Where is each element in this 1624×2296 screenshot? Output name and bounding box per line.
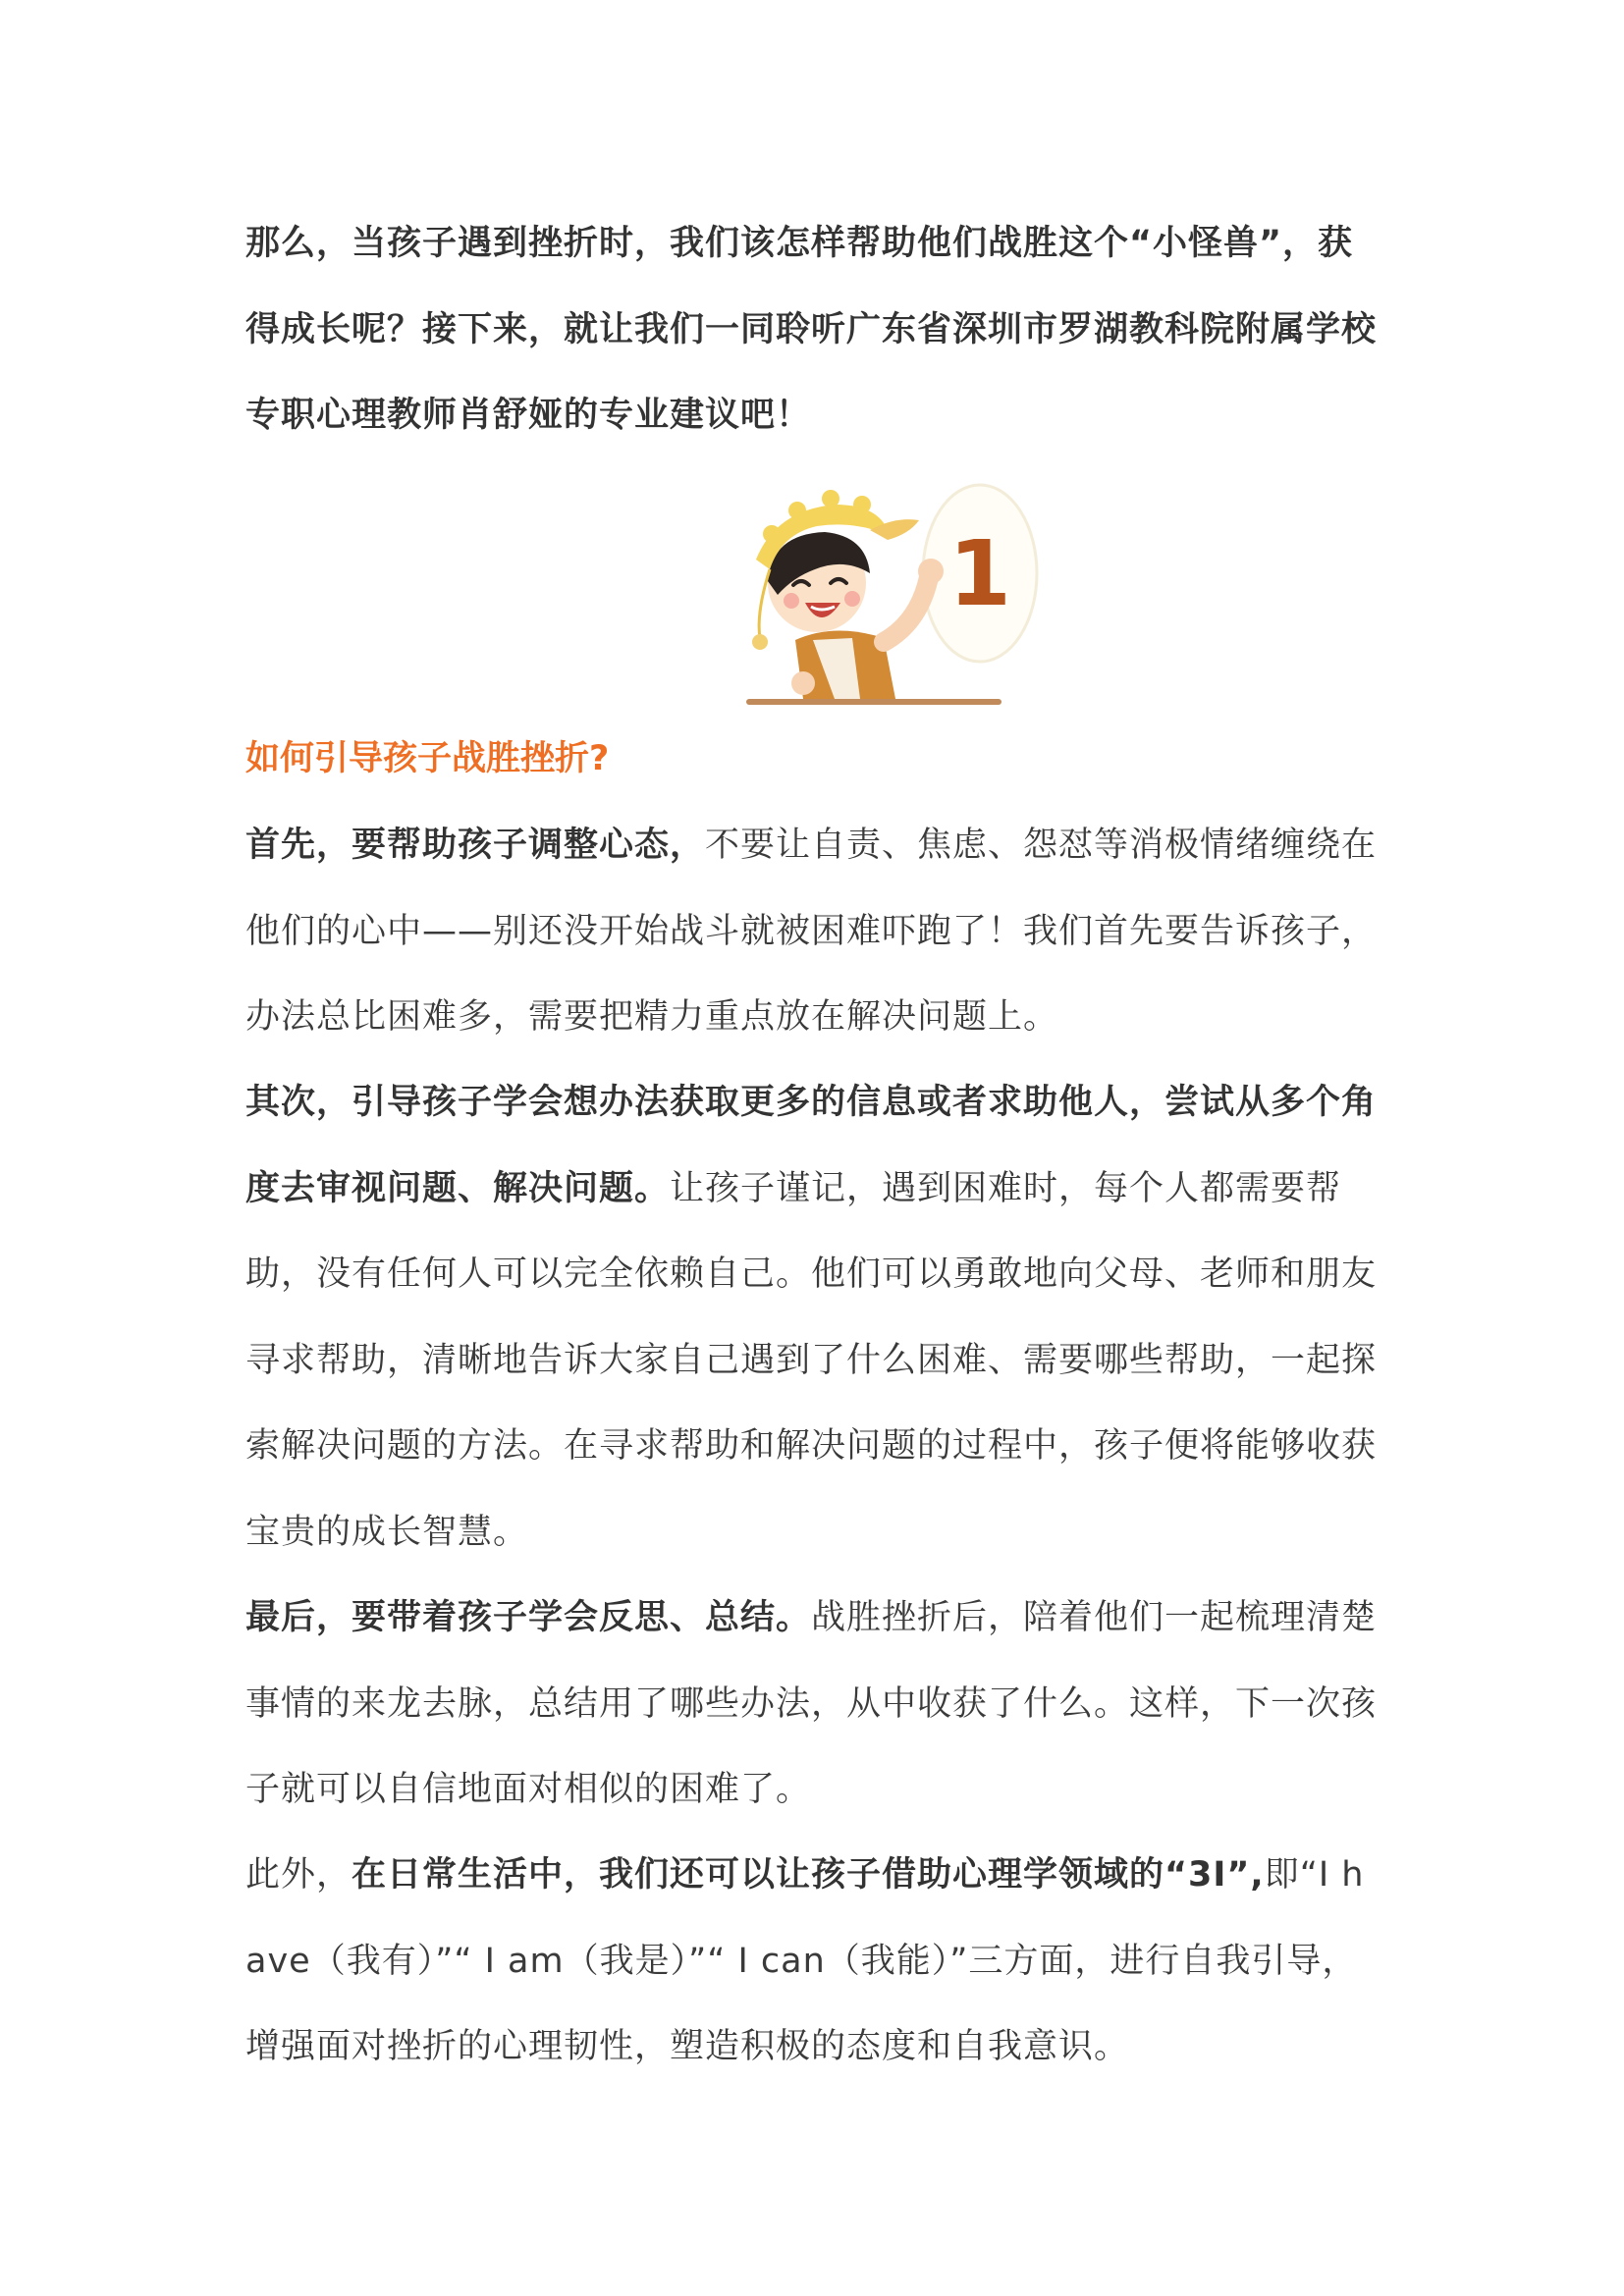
paragraph-first-bold: 首先，要帮助孩子调整心态， [245,826,706,865]
paragraph-fourth-lead: 此外， [245,1855,352,1895]
paragraph-second-bold: 其次，引导孩子学会想办法获取更多的信息或者求助他人，尝试从多个角度去审视问题、解决问题。 [245,1083,1378,1208]
paragraph-second [245,1060,1384,1575]
paragraph-fourth-text: 即“I have（我有）”“ I am（我是）”“ I can（我能）”三方面，进行自我引导，增强面对挫折的心理韧性，塑造积极的态度和自我意识。 [245,1855,1365,2066]
paragraph-second-text: 让孩子谨记，遇到困难时，每个人都需要帮助，没有任何人可以完全依赖自己。他们可以勇敢地向父母、老师和朋友寻求帮助，清晰地告诉大家自己遇到了什么困难、需要哪些帮助，一起探索解决问题的方法。在寻求帮助和解决问题的过程中，孩子便将能够收获宝贵的成长智慧。 [245,1168,1378,1552]
paragraph-third-bold: 最后，要带着孩子学会反思、总结。 [245,1598,812,1637]
paragraph-third [245,1575,1384,1834]
cartoon-child-number-1-icon [687,475,1070,711]
paragraph-third-text: 战胜挫折后，陪着他们一起梳理清楚事情的来龙去脉，总结用了哪些办法，从中收获了什么。这样，下一次孩子就可以自信地面对相似的困难了。 [245,1598,1378,1809]
illustration-number: 1 [947,521,1012,626]
paragraph-first [245,803,1384,1061]
intro-paragraph: 那么，当孩子遇到挫折时，我们该怎样帮助他们战胜这个“小怪兽”，获得成长呢？接下来，就让我们一同聆听广东省深圳市罗湖教科院附属学校专职心理教师肖舒娅的专业建议吧！ [245,224,1378,435]
section-heading: 如何引导孩子战胜挫折? [245,739,610,778]
paragraph-first-text: 不要让自责、焦虑、怨怼等消极情绪缠绕在他们的心中——别还没开始战斗就被困难吓跑了！我们首先要告诉孩子，办法总比困难多，需要把精力重点放在解决问题上。 [245,826,1378,1037]
paragraph-fourth [245,1833,1384,2091]
paragraph-fourth-bold: 在日常生活中，我们还可以让孩子借助心理学领域的“3I”, [352,1855,1265,1895]
